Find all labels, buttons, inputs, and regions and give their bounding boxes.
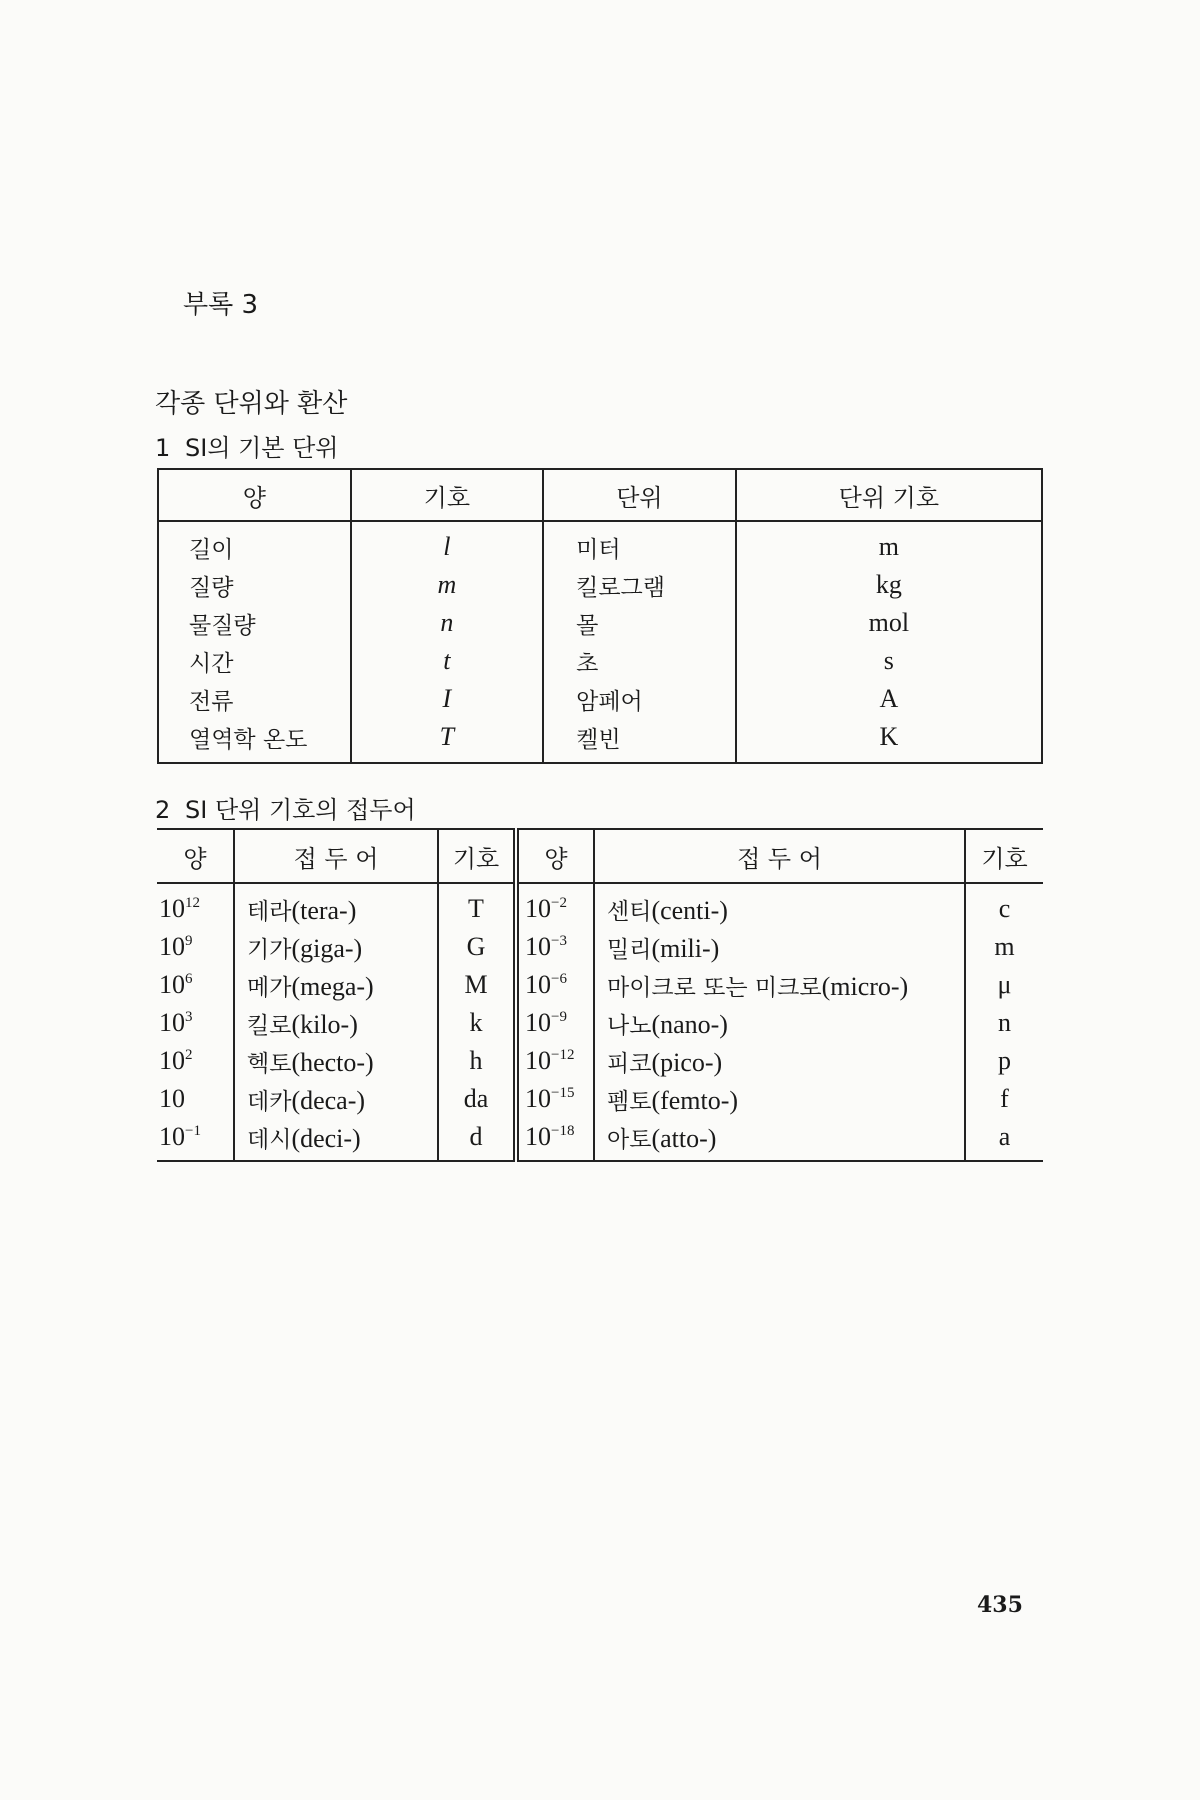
column-header: 기호 [965,829,1043,883]
power-base: 10 [525,1122,551,1151]
appendix-label: 부록 3 [183,290,259,320]
unit-cell: 미터 [543,521,736,566]
table-row [158,566,1042,604]
power-cell [157,1004,234,1042]
si-base-units-table [157,468,1043,764]
prefix-cell [594,1004,965,1042]
power-cell [157,966,234,1004]
power-exponent: 6 [185,971,193,987]
prefix-english: (pico-) [651,1047,723,1077]
prefix-korean: 펨토 [607,1088,652,1115]
quantity-cell: 전류 [189,688,234,715]
unit-symbol-cell: K [736,718,1042,763]
prefix-symbol-cell: μ [965,966,1043,1004]
quantity-cell: 물질량 [189,612,256,639]
column-header: 접 두 어 [234,829,438,883]
symbol-cell: n [351,604,544,642]
power-base: 10 [159,1084,185,1113]
prefix-cell [594,966,965,1004]
unit-symbol-cell: s [736,642,1042,680]
power-base: 10 [525,894,551,923]
prefix-cell [234,1042,438,1080]
power-cell [516,1080,594,1118]
prefix-english: (deci-) [291,1123,361,1153]
prefix-symbol-cell: d [438,1118,516,1161]
table-header-row [157,829,1043,883]
table-row [157,1080,1043,1118]
power-cell [157,1080,234,1118]
prefix-symbol-cell: m [965,928,1043,966]
power-base: 10 [159,1046,185,1075]
prefix-symbol-cell: h [438,1042,516,1080]
symbol-cell: m [351,566,544,604]
power-cell [516,883,594,928]
si-prefixes-table [157,828,1043,1162]
quantity-cell: 길이 [189,536,234,563]
prefix-korean: 테라 [247,898,292,925]
table-header-row [158,469,1042,521]
power-exponent: 2 [185,1047,193,1063]
prefix-korean: 마이크로 또는 미크로 [607,974,822,1001]
prefix-korean: 데시 [247,1126,292,1153]
power-base: 10 [159,1008,185,1037]
power-exponent: −9 [551,1009,567,1025]
quantity-cell: 열역학 온도 [189,726,308,753]
power-exponent: 9 [185,933,193,949]
prefix-symbol-cell: a [965,1118,1043,1161]
prefix-korean: 킬로 [247,1012,292,1039]
prefix-cell [234,883,438,928]
prefix-cell [234,1080,438,1118]
table-row [157,1118,1043,1161]
subsection-text: SI의 기본 단위 [185,434,339,462]
prefix-korean: 아토 [607,1126,652,1153]
prefix-korean: 기가 [247,936,292,963]
section-title: 각종 단위와 환산 [155,389,348,419]
power-cell [516,966,594,1004]
prefix-korean: 센티 [607,898,652,925]
power-cell [157,928,234,966]
power-exponent: −6 [551,971,567,987]
power-exponent: −2 [551,895,567,911]
subsection-number: 2 [155,796,171,824]
table-row [157,966,1043,1004]
power-cell [157,1042,234,1080]
table-row [158,680,1042,718]
power-base: 10 [159,970,185,999]
prefix-english: (nano-) [651,1009,728,1039]
column-header: 양 [516,829,594,883]
table-row [158,718,1042,763]
power-exponent: 12 [185,895,200,911]
power-exponent: 3 [185,1009,193,1025]
table-row [158,642,1042,680]
prefix-english: (kilo-) [291,1009,358,1039]
column-header: 양 [157,829,234,883]
page-number: 435 [977,1592,1023,1618]
subsection-number: 1 [155,434,171,462]
power-cell [516,928,594,966]
prefix-cell [234,928,438,966]
column-header: 기호 [351,469,544,521]
prefix-english: (mili-) [651,933,720,963]
unit-symbol-cell: kg [736,566,1042,604]
subsection-title-1 [155,428,339,463]
power-exponent: −15 [551,1085,575,1101]
power-base: 10 [525,1046,551,1075]
prefix-symbol-cell: G [438,928,516,966]
unit-symbol-cell: m [736,521,1042,566]
prefix-cell [594,1080,965,1118]
unit-cell: 암페어 [543,680,736,718]
prefix-korean: 데카 [247,1088,292,1115]
prefix-cell [594,928,965,966]
unit-symbol-cell: A [736,680,1042,718]
prefix-english: (femto-) [651,1085,739,1115]
prefix-korean: 나노 [607,1012,652,1039]
power-base: 10 [159,1122,185,1151]
table-row [157,1004,1043,1042]
power-base: 10 [159,894,185,923]
symbol-cell: t [351,642,544,680]
subsection-text: SI 단위 기호의 접두어 [185,796,416,824]
column-header: 단위 기호 [736,469,1042,521]
prefix-korean: 메가 [247,974,292,1001]
table-row [157,1042,1043,1080]
prefix-cell [234,1118,438,1161]
prefix-symbol-cell: T [438,883,516,928]
prefix-symbol-cell: k [438,1004,516,1042]
prefix-korean: 헥토 [247,1050,292,1077]
column-header: 단위 [543,469,736,521]
prefix-symbol-cell: f [965,1080,1043,1118]
power-base: 10 [525,1084,551,1113]
unit-cell: 킬로그램 [543,566,736,604]
prefix-korean: 피코 [607,1050,652,1077]
table-row [157,928,1043,966]
power-exponent: −12 [551,1047,575,1063]
unit-symbol-cell: mol [736,604,1042,642]
power-cell [516,1004,594,1042]
column-header: 양 [158,469,351,521]
prefix-english: (centi-) [651,895,728,925]
prefix-symbol-cell: c [965,883,1043,928]
symbol-cell: T [351,718,544,763]
prefix-cell [234,966,438,1004]
prefix-symbol-cell: n [965,1004,1043,1042]
symbol-cell: l [351,521,544,566]
power-base: 10 [159,932,185,961]
power-cell [516,1118,594,1161]
table-row [158,604,1042,642]
prefix-cell [594,1042,965,1080]
power-cell [516,1042,594,1080]
prefix-symbol-cell: da [438,1080,516,1118]
column-header: 접 두 어 [594,829,965,883]
prefix-cell [234,1004,438,1042]
unit-cell: 초 [543,642,736,680]
table-row [157,883,1043,928]
prefix-english: (deca-) [291,1085,366,1115]
prefix-cell [594,1118,965,1161]
prefix-symbol-cell: M [438,966,516,1004]
unit-cell: 몰 [543,604,736,642]
quantity-cell: 질량 [189,574,234,601]
power-exponent: −1 [185,1123,201,1139]
prefix-korean: 밀리 [607,936,652,963]
power-exponent: −18 [551,1123,575,1139]
power-cell [157,883,234,928]
prefix-english: (tera-) [291,895,357,925]
prefix-english: (hecto-) [291,1047,374,1077]
power-base: 10 [525,932,551,961]
prefix-english: (giga-) [291,933,363,963]
prefix-english: (micro-) [821,971,909,1001]
prefix-english: (mega-) [291,971,374,1001]
subsection-title-2 [155,790,416,825]
prefix-english: (atto-) [651,1123,717,1153]
unit-cell: 켈빈 [543,718,736,763]
table-row [158,521,1042,566]
prefix-cell [594,883,965,928]
power-base: 10 [525,1008,551,1037]
prefix-symbol-cell: p [965,1042,1043,1080]
column-header: 기호 [438,829,516,883]
power-exponent: −3 [551,933,567,949]
power-base: 10 [525,970,551,999]
quantity-cell: 시간 [189,650,234,677]
symbol-cell: I [351,680,544,718]
power-cell [157,1118,234,1161]
